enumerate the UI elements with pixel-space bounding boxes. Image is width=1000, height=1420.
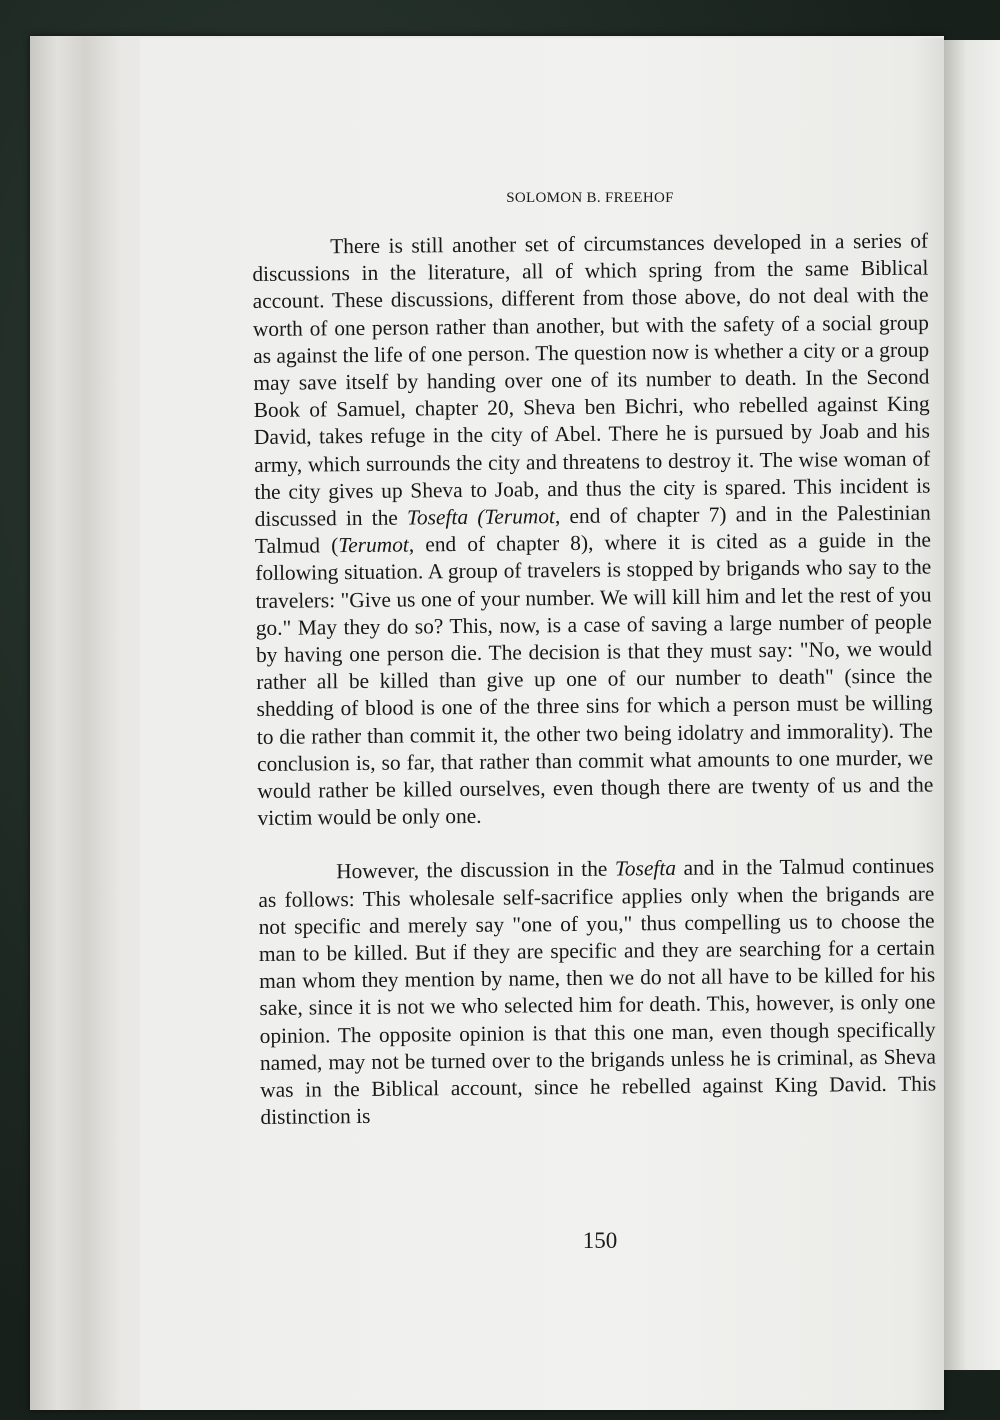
paragraph-2-text-a: However, the discussion in the bbox=[336, 857, 616, 884]
facing-page-edge bbox=[944, 40, 1000, 1370]
paragraph-2 bbox=[258, 853, 937, 1132]
paragraph-1-text-b: , end of chapter 7) and in the Palestinian Talmud ( bbox=[254, 500, 931, 559]
paragraph-1-text-a: There is still another set of circumstances developed in a series of discussions in the literature, all of which spring from the same Biblical account. These discussions, different from those above, do not deal with the worth of one person rather than another, but with the safety of a social group as against the life of one person. The question now is whether a city or a group may save itself by handing over one of its number to death. In the Second Book of Samuel, chapter 20, Sheva ben Bichri, who rebelled against King David, takes refuge in the city of Abel. There he is pursued by Joab and his army, which surrounds the city and threatens to destroy it. The wise woman of the city gives up Sheva to Joab, and thus the city is spared. This incident is discussed in the bbox=[252, 228, 931, 532]
paragraph-1-italic-terumot: Terumot bbox=[338, 532, 409, 558]
running-head: SOLOMON B. FREEHOF bbox=[506, 190, 674, 206]
paragraph-1-text-c: , end of chapter 8), where it is cited as a guide in the following situation. A group of travelers is stopped by brigands who say to the travelers: "Give us one of your number. We will kill him and let the rest of you go." May they do so? This, now, is a case of saving a large number of people by having one person die. The decision is that they must say: "No, we would rather all be killed than give up one of our number to death" (since the shedding of blood is one of the three sins for which a person must be willing to die rather than commit it, the other two being idolatry and immorality). The conclusion is, so far, that rather than commit what amounts to one murder, we would rather be killed ourselves, even though there are twenty of us and the victim would be only one. bbox=[255, 527, 934, 831]
body-text bbox=[252, 228, 937, 1132]
paragraph-1 bbox=[252, 228, 934, 833]
paragraph-1-italic-tosefta-terumot: Tosefta (Terumot bbox=[406, 504, 556, 530]
page-number: 150 bbox=[582, 1228, 618, 1253]
paragraph-2-text-b: and in the Talmud continues as follows: This wholesale self-sacrifice applies only when the brigands are not specific and merely say "one of you," thus compelling us to choose the man to be killed. But if they are specific and they are searching for a certain man whom they mention by name, then we do not all have to be killed for his sake, since it is not we who selected him for death. This, however, is only one opinion. The opposite opinion is that this one man, even though specifically named, may not be turned over to the brigands unless he is criminal, as Sheva was in the Biblical account, since he rebelled against King David. This distinction is bbox=[258, 853, 937, 1130]
paragraph-2-italic-tosefta: Tosefta bbox=[614, 856, 677, 882]
